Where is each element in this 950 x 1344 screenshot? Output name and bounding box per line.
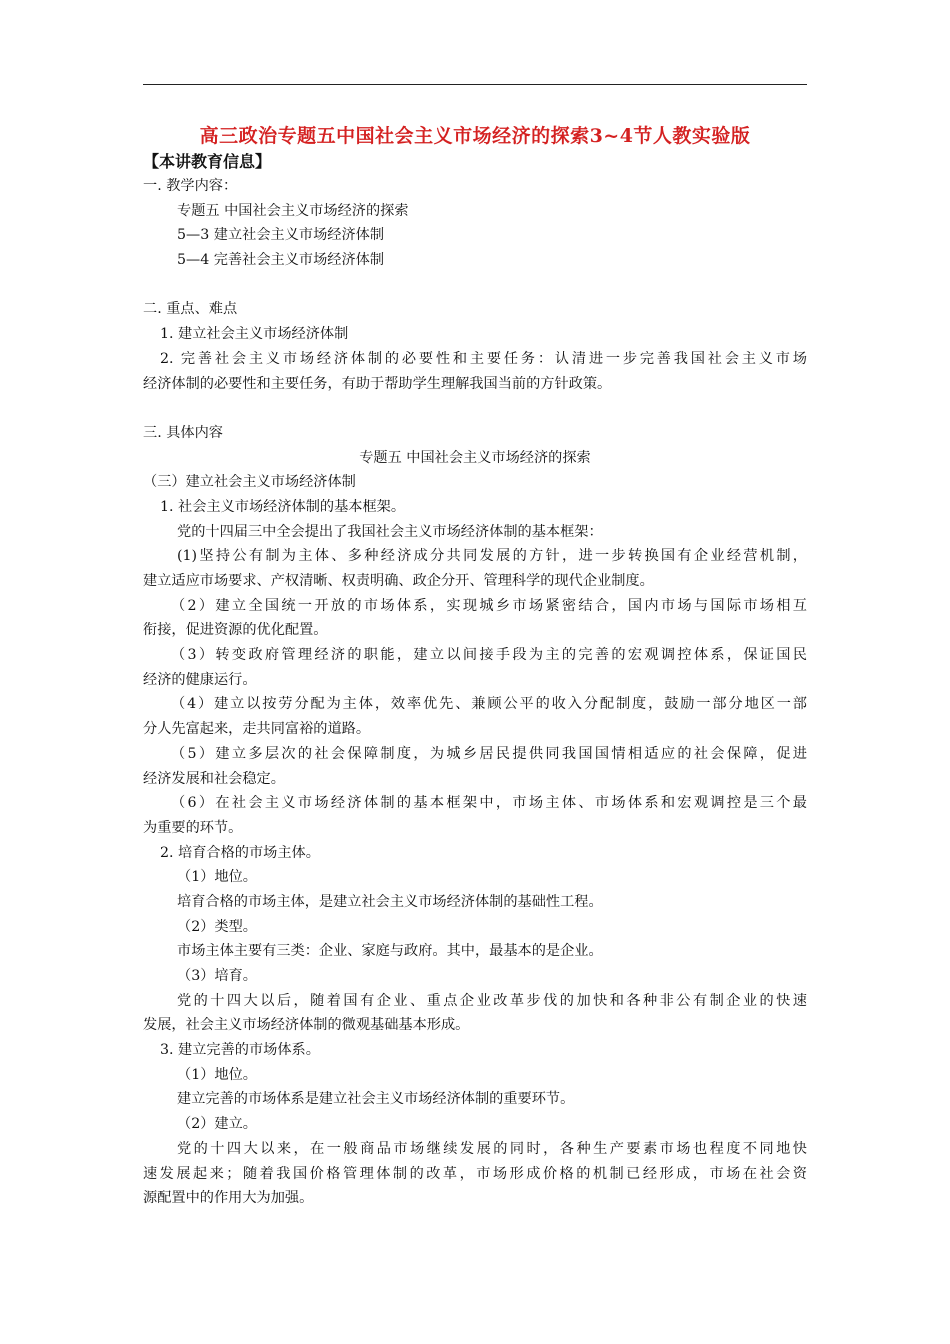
- paragraph-line: 分人先富起来，走共同富裕的道路。: [143, 721, 371, 738]
- sub-heading: （1）地位。: [177, 869, 257, 886]
- sub-heading: （2）类型。: [177, 918, 257, 935]
- section-heading: 二. 重点、难点: [143, 301, 238, 318]
- list-item: 1. 建立社会主义市场经济体制: [160, 326, 349, 343]
- paragraph-line: 速发展起来；随着我国价格管理体制的改革，市场形成价格的机制已经形成，市场在社会资: [143, 1165, 807, 1182]
- section-heading: 一. 教学内容：: [143, 178, 238, 194]
- list-item: 2. 培育合格的市场主体。: [160, 844, 320, 861]
- document-body: [143, 174, 807, 1211]
- paragraph-line: 培育合格的市场主体，是建立社会主义市场经济体制的基础性工程。: [177, 893, 603, 910]
- paragraph-line: 5—4 完善社会主义市场经济体制: [177, 252, 385, 269]
- paragraph-line: 发展，社会主义市场经济体制的微观基础基本形成。: [143, 1017, 470, 1034]
- list-item: 1. 社会主义市场经济体制的基本框架。: [160, 498, 406, 515]
- paragraph-line: 衔接，促进资源的优化配置。: [143, 622, 328, 639]
- sub-heading: （2）建立。: [177, 1116, 257, 1133]
- paragraph-line: 专题五 中国社会主义市场经济的探索: [177, 202, 409, 219]
- paragraph-line: 党的十四大以后，随着国有企业、重点企业改革步伐的加快和各种非公有制企业的快速: [177, 992, 807, 1009]
- section-heading: 三. 具体内容: [143, 424, 223, 441]
- paragraph-line: 党的十四届三中全会提出了我国社会主义市场经济体制的基本框架：: [177, 523, 603, 540]
- paragraph-line: (1)坚持公有制为主体、多种经济成分共同发展的方针，进一步转换国有企业经营机制，: [177, 548, 807, 565]
- sub-heading: （1）地位。: [177, 1066, 257, 1083]
- subsection-heading: （三）建立社会主义市场经济体制: [143, 474, 356, 491]
- document-title: 高三政治专题五中国社会主义市场经济的探索3~4节人教实验版: [199, 125, 751, 147]
- paragraph-line: 为重要的环节。: [143, 819, 243, 836]
- paragraph-line: （3）转变政府管理经济的职能，建立以间接手段为主的完善的宏观调控体系，保证国民: [171, 647, 807, 664]
- paragraph-line: 建立适应市场要求、产权清晰、权责明确、政企分开、管理科学的现代企业制度。: [143, 573, 654, 589]
- paragraph-line: 建立完善的市场体系是建立社会主义市场经济体制的重要环节。: [177, 1091, 575, 1108]
- paragraph-line: 党的十四大以来，在一般商品市场继续发展的同时，各种生产要素市场也程度不同地快: [177, 1140, 807, 1157]
- paragraph-line: （2）建立全国统一开放的市场体系，实现城乡市场紧密结合，国内市场与国际市场相互: [171, 597, 807, 614]
- list-item: 2. 完善社会主义市场经济体制的必要性和主要任务：认清进一步完善我国社会主义市场: [160, 350, 807, 367]
- list-item: 3. 建立完善的市场体系。: [160, 1042, 320, 1059]
- paragraph-line: 5—3 建立社会主义市场经济体制: [177, 227, 385, 244]
- paragraph-line: 经济体制的必要性和主要任务，有助于帮助学生理解我国当前的方针政策。: [143, 375, 612, 392]
- paragraph-line: 经济的健康运行。: [143, 671, 257, 688]
- paragraph-line: （6）在社会主义市场经济体制的基本框架中，市场主体、市场体系和宏观调控是三个最: [171, 795, 807, 812]
- paragraph-line: （4）建立以按劳分配为主体，效率优先、兼顾公平的收入分配制度，鼓励一部分地区一部: [171, 696, 807, 713]
- section-header: 【本讲教育信息】: [143, 152, 272, 171]
- paragraph-line: 市场主体主要有三类：企业、家庭与政府。其中，最基本的是企业。: [177, 943, 603, 960]
- centered-heading: 专题五 中国社会主义市场经济的探索: [359, 449, 591, 466]
- paragraph-line: 源配置中的作用大为加强。: [143, 1190, 314, 1207]
- header-rule: [143, 84, 807, 85]
- paragraph-line: 经济发展和社会稳定。: [143, 770, 285, 787]
- sub-heading: （3）培育。: [177, 968, 257, 984]
- paragraph-line: （5）建立多层次的社会保障制度，为城乡居民提供同我国国情相适应的社会保障，促进: [171, 745, 807, 762]
